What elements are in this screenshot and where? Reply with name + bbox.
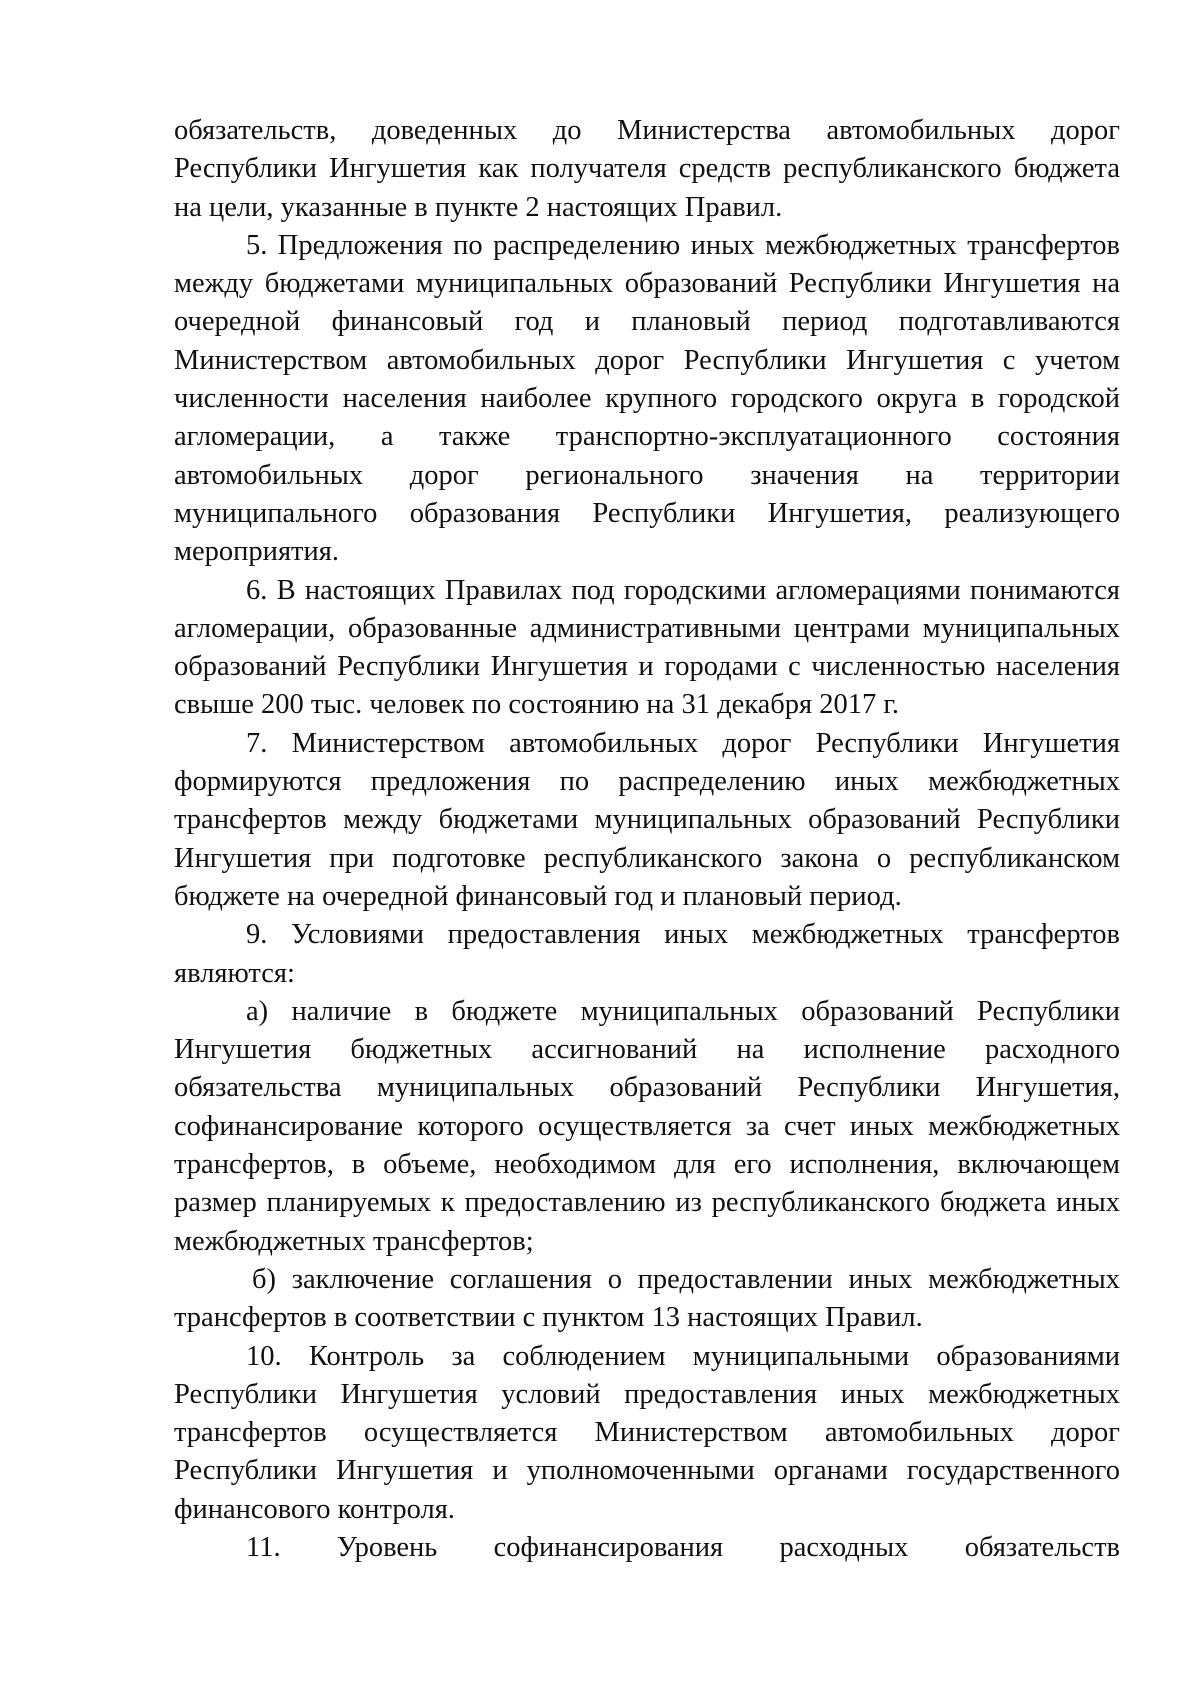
paragraph-5: 5. Предложения по распределению иных межбюджетных трансфертов между бюджетами муниципальных образований Республики Ингушетия на очередной финансовый год и плановый период подготавливаются Министерством автомобильных дорог Республики Ингушетия с учетом численности населения наиболее крупного городского округа в городской агломерации, а также транспортно-эксплуатационного состояния автомобильных дорог регионального значения на территории муниципального образования Республики Ингушетия, реализующего мероприятия. xyxy=(174,229,1120,568)
paragraph-11: 11. Уровень софинансирования расходных обязательств xyxy=(246,1531,1120,1563)
paragraph-9-b: б) заключение соглашения о предоставлении иных межбюджетных трансфертов в соответствии с пунктом 13 настоящих Правил. xyxy=(174,1263,1120,1334)
paragraph-continuation: обязательств, доведенных до Министерства автомобильных дорог Республики Ингушетия как получателя средств республиканского бюджета на цели, указанные в пункте 2 настоящих Правил. xyxy=(174,115,1120,223)
paragraph-9: 9. Условиями предоставления иных межбюджетных трансфертов являются: xyxy=(174,919,1120,989)
paragraph-7: 7. Министерством автомобильных дорог Республики Ингушетия формируются предложения по распределению иных межбюджетных трансфертов между бюджетами муниципальных образований Республики Ингушетия при подготовке республиканского закона о республиканском бюджете на очередной финансовый год и плановый период. xyxy=(174,727,1120,912)
paragraph-9-a: а) наличие в бюджете муниципальных образований Республики Ингушетия бюджетных ассигнований на исполнение расходного обязательства муниципальных образований Республики Ингушетия, софинансирование которого осуществляется за счет иных межбюджетных трансфертов, в объеме, необходимом для его исполнения, включающем размер планируемых к предоставлению из республиканского бюджета иных межбюджетных трансфертов; xyxy=(174,995,1120,1257)
paragraph-10: 10. Контроль за соблюдением муниципальными образованиями Республики Ингушетия условий предоставления иных межбюджетных трансфертов осуществляется Министерством автомобильных дорог Республики Ингушетия и уполномоченными органами государственного финансового контроля. xyxy=(174,1340,1120,1525)
document-body xyxy=(174,112,1120,1567)
paragraph-6: 6. В настоящих Правилах под городскими агломерациями понимаются агломерации, образованные административными центрами муниципальных образований Республики Ингушетия и городами с численностью населения свыше 200 тыс. человек по состоянию на 31 декабря 2017 г. xyxy=(174,574,1120,721)
